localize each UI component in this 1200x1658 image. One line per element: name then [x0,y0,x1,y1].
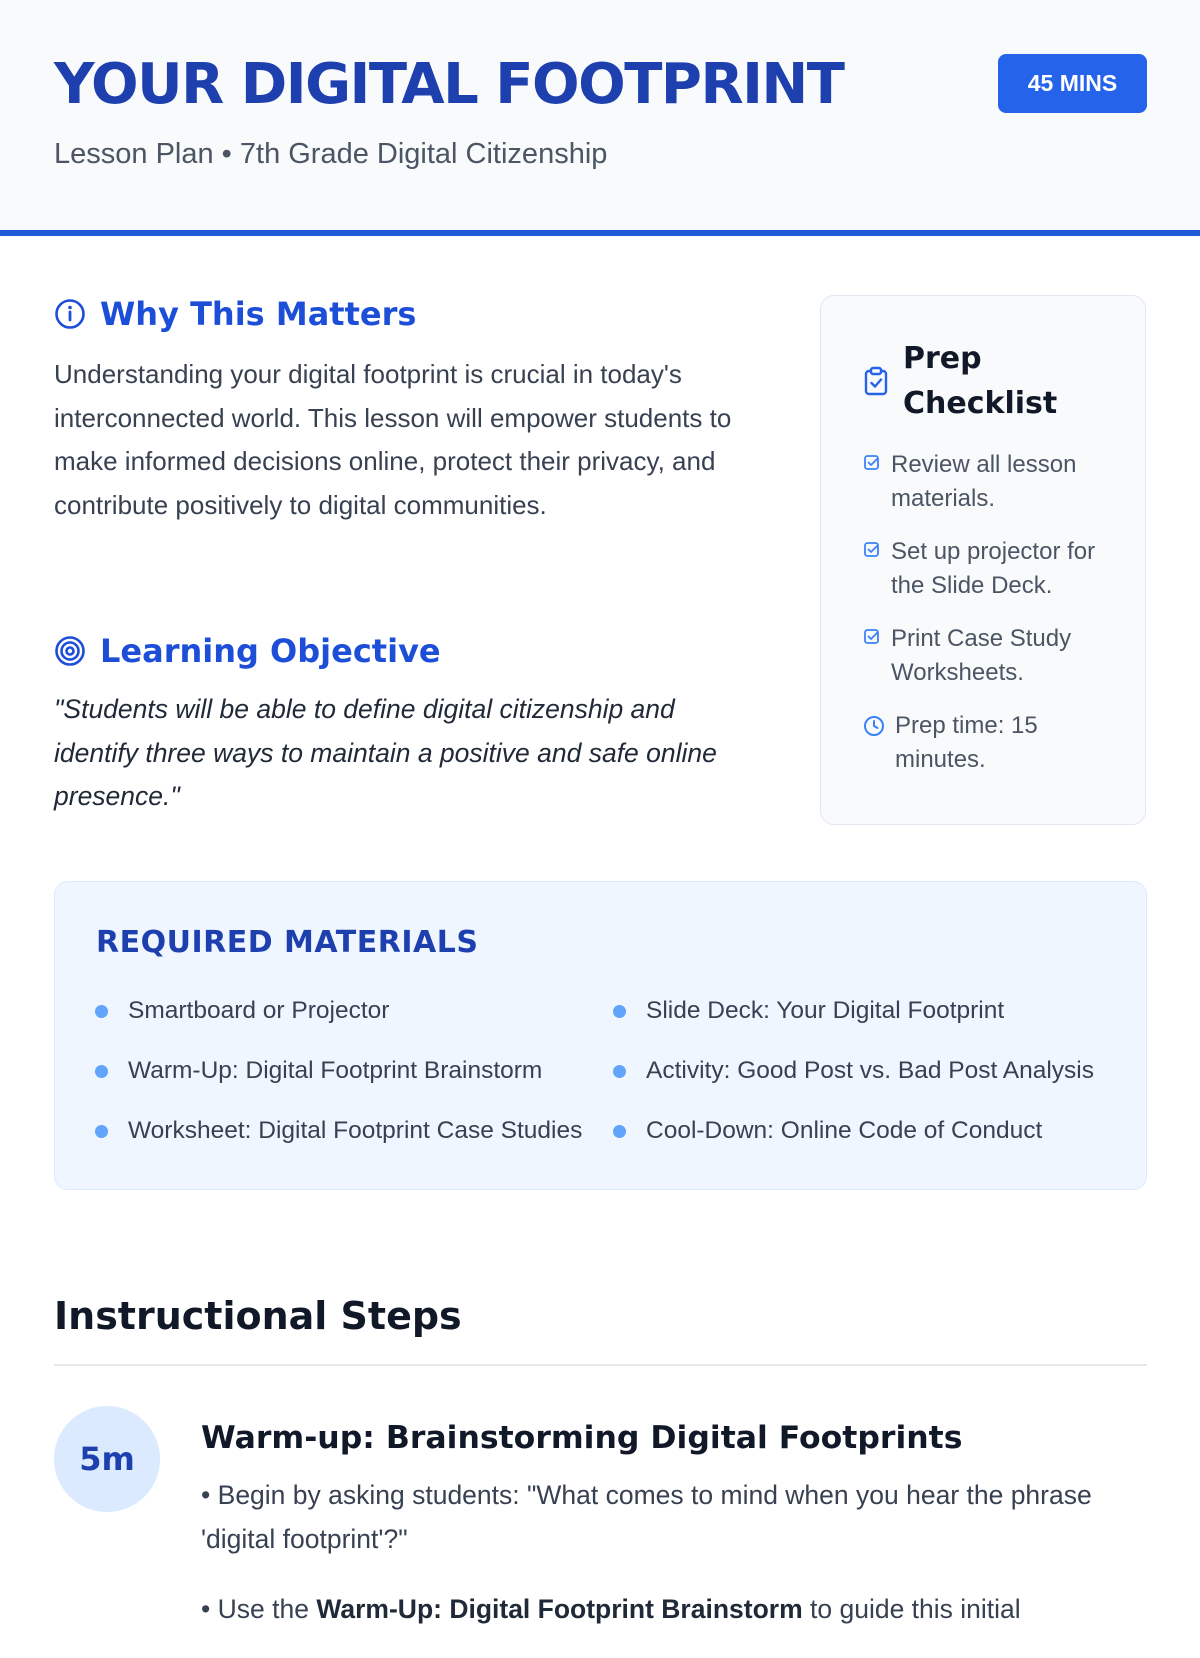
lesson-header [0,0,1200,236]
duration-badge: 45 MINS [998,54,1147,113]
material-item-text: Activity: Good Post vs. Bad Post Analysis [646,1057,1094,1084]
prep-item-text: Prep time: 15 minutes. [895,712,1038,773]
objective-quote: "Students will be able to define digital citizenship and identify three ways to maintain a positive and safe online presence." [54,694,717,811]
required-materials-card [54,881,1147,1190]
step-content [201,1420,1131,1658]
prep-list [863,448,1113,796]
material-item-text: Cool-Down: Online Code of Conduct [646,1117,1043,1144]
prep-item [863,535,1113,602]
objective-title: Learning Objective [100,632,441,670]
lesson-subtitle: Lesson Plan • 7th Grade Digital Citizenship [54,138,608,170]
learning-objective-section [54,632,754,845]
checkbox-icon [863,628,881,646]
bullet-dot [613,1005,626,1018]
bullet-dot [613,1065,626,1078]
bullet-dot [95,1125,108,1138]
material-item-text: Slide Deck: Your Digital Footprint [646,997,1005,1024]
info-circle-icon [54,298,86,330]
why-title: Why This Matters [100,295,417,333]
material-item-text: Worksheet: Digital Footprint Case Studies [128,1117,583,1144]
material-item [95,1057,542,1085]
step-duration-badge: 5m [54,1406,160,1512]
material-item-text: Smartboard or Projector [128,997,390,1024]
prep-checklist-card [820,295,1146,825]
prep-heading [863,336,1073,426]
prep-item [863,709,1113,776]
material-item [95,1117,582,1145]
why-this-matters-section [54,295,754,553]
material-item [95,997,389,1025]
step-bullet-resource: Warm-Up: Digital Footprint Brainstorm [316,1593,803,1624]
target-icon [54,635,86,667]
material-item [613,1057,1094,1085]
prep-item [863,622,1113,689]
step-bullet: • Begin by asking students: "What comes to mind when you hear the phrase 'digital footprint'?" [201,1480,1092,1554]
prep-item-text: Set up projector for the Slide Deck. [891,538,1096,599]
step-bullet-text: • Use the [201,1593,317,1624]
prep-item-text: Review all lesson materials. [891,451,1077,512]
prep-item-text: Print Case Study Worksheets. [891,625,1072,686]
clock-icon [863,715,885,737]
lesson-title: YOUR DIGITAL FOOTPRINT [54,52,844,117]
material-item [613,1117,1042,1145]
bullet-dot [95,1005,108,1018]
material-item-text: Warm-Up: Digital Footprint Brainstorm [128,1057,543,1084]
material-item [613,997,1004,1025]
step-title: Warm-up: Brainstorming Digital Footprints [201,1420,963,1456]
steps-divider [54,1364,1147,1366]
materials-title: REQUIRED MATERIALS [96,925,479,960]
clipboard-check-icon [863,366,889,396]
step-bullet [201,1588,1131,1632]
why-heading [54,295,754,333]
why-body: Understanding your digital footprint is crucial in today's interconnected world. This lesson will empower students to make informed decisions online, protect their privacy, and contribute positively to digital communities. [54,359,732,520]
checkbox-icon [863,541,881,559]
objective-heading [54,632,754,670]
prep-item [863,448,1113,515]
bullet-dot [613,1125,626,1138]
instructional-steps-title: Instructional Steps [54,1294,462,1338]
prep-title: Prep Checklist [903,341,1058,421]
bullet-dot [95,1065,108,1078]
checkbox-icon [863,454,881,472]
step-bullet-text: to guide this initial [802,1593,1021,1624]
